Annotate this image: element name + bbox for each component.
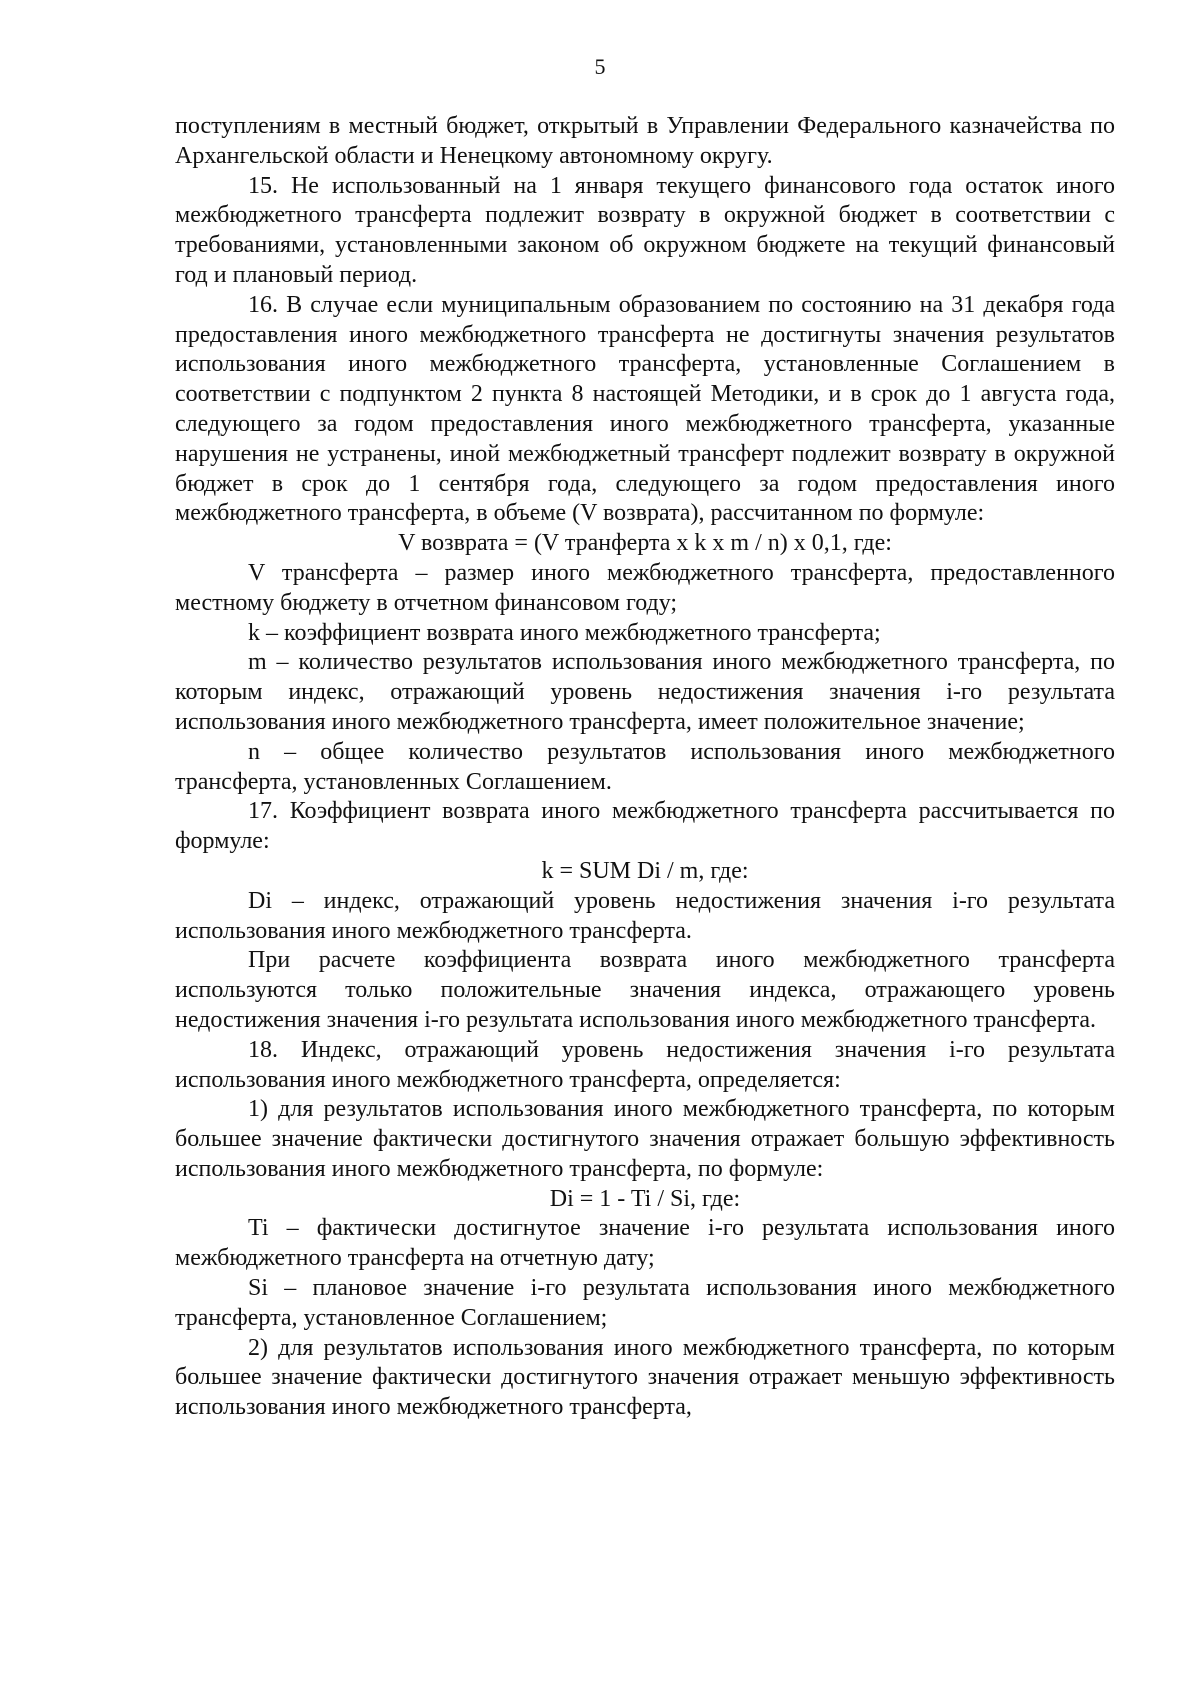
paragraph-item-15: 15. Не использованный на 1 января текущего финансового года остаток иного межбюджетного трансферта подлежит возврату в окружной бюджет в соответствии с требованиями, установленными законом об окружном бюджете на текущий финансовый год и плановый период.	[175, 172, 1115, 288]
subitem-2: 2) для результатов использования иного межбюджетного трансферта, по которым большее значение фактически достигнутого значения отражает меньшую эффективность использования иного межбюджетного трансферта,	[175, 1334, 1115, 1421]
paragraph-note: При расчете коэффициента возврата иного межбюджетного трансферта используются только положительные значения индекса, отражающего уровень недостижения значения i-го результата использования иного межбюджетного трансферта.	[175, 947, 1115, 1033]
page-number: 5	[594, 54, 606, 79]
paragraph-item-18: 18. Индекс, отражающий уровень недостижения значения i-го результата использования иного межбюджетного трансферта, определяется:	[175, 1036, 1115, 1093]
subitem-1: 1) для результатов использования иного межбюджетного трансферта, по которым большее значение фактически достигнутого значения отражает большую эффективность использования иного межбюджетного трансферта, по формуле:	[175, 1096, 1115, 1182]
definition-m: m – количество результатов использования иного межбюджетного трансферта, по которым индекс, отражающий уровень недостижения значения i-го результата использования иного межбюджетного трансферта, имеет положительное значение;	[175, 649, 1115, 735]
definition-k: k – коэффициент возврата иного межбюджетного трансферта;	[248, 619, 881, 646]
definition-n: n – общее количество результатов использования иного межбюджетного трансферта, установленных Соглашением.	[175, 738, 1115, 795]
definition-v-transfer: V трансферта – размер иного межбюджетного трансферта, предоставленного местному бюджету в отчетном финансовом году;	[175, 559, 1115, 616]
definition-si: Si – плановое значение i-го результата использования иного межбюджетного трансферта, установленное Соглашением;	[175, 1275, 1115, 1331]
paragraph-continuation: поступлениям в местный бюджет, открытый в Управлении Федерального казначейства по Архангельской области и Ненецкому автономному округу.	[175, 113, 1115, 169]
definition-di: Di – индекс, отражающий уровень недостижения значения i-го результата использования иного межбюджетного трансферта.	[175, 887, 1115, 944]
paragraph-item-17: 17. Коэффициент возврата иного межбюджетного трансферта рассчитывается по формуле:	[175, 798, 1115, 855]
formula-v-return: V возврата = (V транферта x k x m / n) x 0,1, где:	[398, 530, 892, 557]
definition-ti: Ti – фактически достигнутое значение i-го результата использования иного межбюджетного трансферта на отчетную дату;	[175, 1215, 1115, 1272]
document-body	[175, 112, 1115, 1423]
paragraph-item-16: 16. В случае если муниципальным образованием по состоянию на 31 декабря года предоставления иного межбюджетного трансферта не достигнуты значения результатов использования иного межбюджетного трансферта, установленные Соглашением в соответствии с подпунктом 2 пункта 8 настоящей Методики, и в срок до 1 августа года, следующего за годом предоставления иного межбюджетного трансферта, указанные нарушения не устранены, иной межбюджетный трансферт подлежит возврату в окружной бюджет в срок до 1 сентября года, следующего за годом предоставления иного межбюджетного трансферта, в объеме (V возврата), рассчитанном по формуле:	[175, 291, 1115, 527]
formula-k: k = SUM Di / m, где:	[541, 857, 749, 884]
formula-di: Di = 1 - Ti / Si, где:	[549, 1185, 741, 1212]
